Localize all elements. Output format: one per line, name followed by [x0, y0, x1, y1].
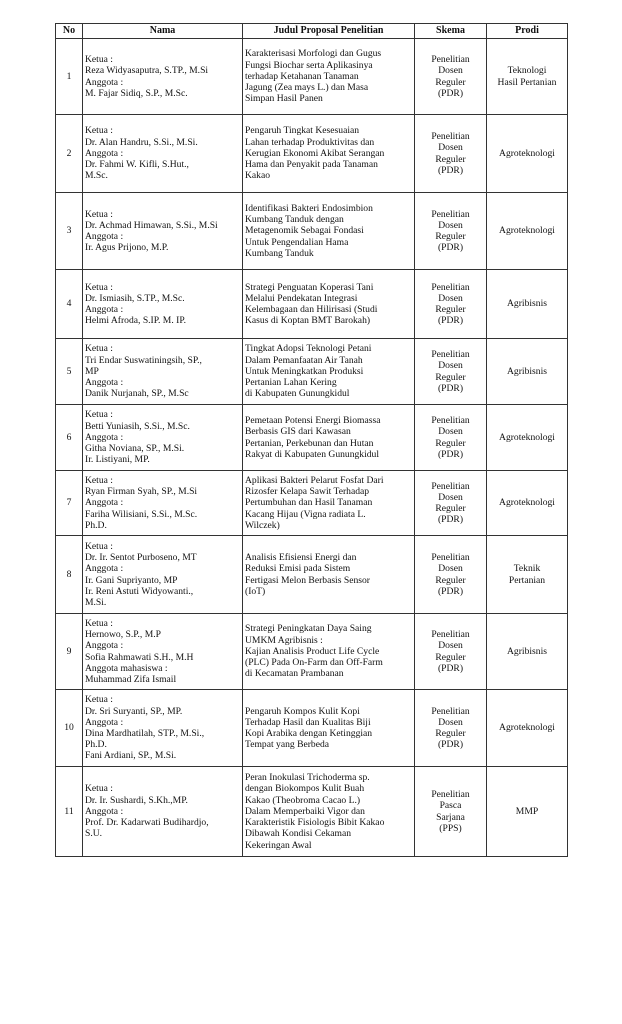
scheme-line: Penelitian	[431, 208, 470, 220]
title-line: Reduksi Emisi pada Sistem	[245, 563, 351, 575]
study-program	[487, 339, 568, 405]
program-line: Teknik	[513, 563, 541, 575]
title-line: Melalui Pendekatan Integrasi	[245, 292, 358, 304]
title-line: di Kabupaten Gunungkidul	[245, 388, 350, 400]
title-line: Rizosfer Kelapa Sawit Terhadap	[245, 486, 370, 498]
title-line: Rakyat di Kabupaten Gunungkidul	[245, 448, 380, 460]
researcher-line: Ketua :	[85, 281, 113, 293]
title-line: Untuk Pengendalian Hama	[245, 236, 349, 248]
researcher-line: Anggota :	[85, 76, 124, 88]
title-line: Kakao (Theobroma Cacao L.)	[245, 794, 361, 806]
scheme	[415, 115, 487, 193]
researcher-names	[83, 536, 243, 614]
program-line: Teknologi	[507, 65, 547, 77]
row-number: 8	[56, 536, 83, 614]
scheme-line: (PDR)	[437, 585, 464, 597]
scheme-line: Reguler	[435, 503, 466, 514]
researcher-names	[83, 39, 243, 115]
researcher-line: M.Si.	[85, 596, 107, 608]
title-line: Kekeringan Awal	[245, 839, 312, 851]
researcher-line: Hernowo, S.P., M.P	[85, 629, 161, 641]
scheme	[415, 39, 487, 115]
scheme-line: Penelitian	[431, 131, 470, 143]
researcher-line: Danik Nurjanah, SP., M.Sc	[85, 388, 189, 400]
scheme-line: (PDR)	[437, 514, 464, 526]
program-line: Pertanian	[508, 574, 546, 586]
researcher-line: Anggota mahasiswa :	[85, 662, 168, 674]
scheme-line: (PDR)	[437, 382, 464, 394]
scheme-line: Dosen	[438, 142, 463, 154]
study-program	[487, 193, 568, 270]
scheme-line: (PDR)	[437, 87, 464, 99]
scheme-line: Penelitian	[431, 789, 470, 801]
row-number: 5	[56, 339, 83, 405]
proposal-title	[243, 536, 415, 614]
researcher-line: Anggota :	[85, 805, 124, 817]
title-line: Kasus di Koptan BMT Barokah)	[245, 315, 371, 327]
title-line: Wilczek)	[245, 519, 280, 531]
program-line: Agroteknologi	[499, 431, 555, 443]
researcher-line: Ir. Reni Astuti Widyowanti.,	[85, 585, 194, 597]
title-line: Pemetaan Potensi Energi Biomassa	[245, 415, 381, 427]
proposal-title	[243, 270, 415, 339]
scheme-line: Penelitian	[431, 480, 470, 492]
researcher-line: MP	[85, 365, 99, 377]
title-line: Kacang Hijau (Vigna radiata L.	[245, 508, 366, 520]
scheme-line: (PDR)	[437, 662, 464, 674]
title-line: Dalam Memperbaiki Vigor dan	[245, 805, 365, 817]
scheme-line: Dosen	[438, 219, 463, 231]
row-number: 1	[56, 39, 83, 115]
scheme-line: Pasca	[439, 800, 462, 812]
scheme-line: Reguler	[435, 371, 466, 383]
title-line: Strategi Penguatan Koperasi Tani	[245, 281, 374, 293]
researcher-line: Dr. Ismiasih, S.TP., M.Sc.	[85, 292, 185, 304]
scheme	[415, 690, 487, 767]
table-row	[56, 39, 568, 115]
scheme-line: Dosen	[438, 640, 463, 652]
program-line: Agribisnis	[507, 365, 547, 377]
researcher-names	[83, 339, 243, 405]
row-number: 10	[56, 690, 83, 767]
study-program	[487, 270, 568, 339]
proposal-title	[243, 193, 415, 270]
title-line: Karakterisasi Morfologi dan Gugus	[245, 48, 382, 60]
title-line: Strategi Peningkatan Daya Saing	[245, 623, 372, 635]
study-program	[487, 115, 568, 193]
program-line: Agroteknologi	[499, 722, 555, 734]
title-line: Kajian Analisis Product Life Cycle	[245, 645, 380, 657]
scheme-line: Penelitian	[431, 415, 470, 427]
title-line: Pertanian, Perkebunan dan Hutan	[245, 437, 374, 449]
scheme-line: (PDR)	[437, 315, 464, 327]
study-program	[487, 690, 568, 767]
study-program	[487, 536, 568, 614]
program-line: Agroteknologi	[499, 147, 555, 159]
scheme	[415, 767, 487, 857]
row-number: 9	[56, 614, 83, 690]
researcher-line: Dr. Achmad Himawan, S.Si., M.Si	[85, 219, 218, 231]
researcher-line: Anggota :	[85, 147, 124, 159]
title-line: UMKM Agribisnis :	[245, 634, 323, 646]
researcher-line: Githa Noviana, SP., M.Si.	[85, 443, 185, 455]
row-number: 3	[56, 193, 83, 270]
researcher-line: S.U.	[85, 828, 103, 840]
researcher-names	[83, 270, 243, 339]
header-nama: Nama	[83, 24, 243, 39]
researcher-names	[83, 614, 243, 690]
title-line: Kopi Arabika dengan Ketinggian	[245, 728, 373, 739]
study-program	[487, 405, 568, 471]
study-program	[487, 39, 568, 115]
title-line: Tempat yang Berbeda	[245, 739, 330, 751]
title-line: dengan Biokompos Kulit Buah	[245, 783, 365, 795]
scheme	[415, 193, 487, 270]
proposal-title	[243, 614, 415, 690]
scheme-line: Dosen	[438, 716, 463, 728]
table-row	[56, 115, 568, 193]
row-number: 4	[56, 270, 83, 339]
proposal-title	[243, 339, 415, 405]
proposal-title	[243, 405, 415, 471]
proposal-title	[243, 39, 415, 115]
table-row	[56, 536, 568, 614]
researcher-line: Ketua :	[85, 409, 113, 421]
study-program	[487, 471, 568, 536]
scheme-line: (PPS)	[439, 822, 462, 834]
scheme	[415, 536, 487, 614]
header-prodi: Prodi	[487, 24, 568, 39]
scheme-line: (PDR)	[437, 448, 464, 460]
researcher-line: Ketua :	[85, 617, 113, 629]
researcher-line: Reza Widyasaputra, S.TP., M.Si	[85, 65, 209, 77]
researcher-line: M. Fajar Sidiq, S.P., M.Sc.	[85, 87, 188, 99]
researcher-line: Tri Endar Suswatiningsih, SP.,	[85, 354, 202, 366]
researcher-line: Ryan Firman Syah, SP., M.Si	[85, 486, 198, 498]
table-row	[56, 614, 568, 690]
row-number: 7	[56, 471, 83, 536]
program-line: Agribisnis	[507, 298, 547, 310]
researcher-names	[83, 690, 243, 767]
title-line: Fungsi Biochar serta Aplikasinya	[245, 59, 373, 71]
scheme-line: Penelitian	[431, 705, 470, 717]
table-row	[56, 339, 568, 405]
scheme-line: Penelitian	[431, 629, 470, 641]
researcher-line: Ketua :	[85, 474, 113, 486]
title-line: Lahan terhadap Produktivitas dan	[245, 136, 375, 148]
researcher-line: Ketua :	[85, 125, 113, 137]
title-line: Dalam Pemanfaatan Air Tanah	[245, 354, 363, 366]
title-line: di Kecamatan Prambanan	[245, 668, 344, 680]
researcher-line: Anggota :	[85, 497, 124, 509]
table-body	[56, 39, 568, 857]
title-line: Tingkat Adopsi Teknologi Petani	[245, 343, 372, 355]
scheme	[415, 405, 487, 471]
study-program	[487, 767, 568, 857]
scheme-line: (PDR)	[437, 242, 464, 254]
title-line: Kumbang Tanduk dengan	[245, 214, 344, 226]
title-line: Pengaruh Tingkat Kesesuaian	[245, 125, 360, 137]
program-line: Hasil Pertanian	[497, 76, 557, 88]
researcher-line: Prof. Dr. Kadarwati Budihardjo,	[85, 817, 209, 829]
scheme	[415, 614, 487, 690]
scheme-line: Dosen	[438, 563, 463, 575]
researcher-line: Dr. Ir. Sushardi, S.Kh.,MP.	[85, 794, 188, 806]
scheme-line: Reguler	[435, 728, 466, 739]
researcher-line: Muhammad Zifa Ismail	[85, 673, 177, 685]
title-line: Peran Inokulasi Trichoderma sp.	[245, 772, 370, 784]
title-line: Kumbang Tanduk	[245, 247, 314, 259]
scheme-line: Reguler	[435, 574, 466, 586]
proposal-title	[243, 471, 415, 536]
researcher-line: Ketua :	[85, 208, 113, 220]
researcher-line: Anggota :	[85, 640, 124, 652]
scheme-line: Dosen	[438, 426, 463, 438]
title-line: Analisis Efisiensi Energi dan	[245, 552, 357, 564]
scheme-line: Dosen	[438, 491, 463, 503]
scheme-line: Penelitian	[431, 552, 470, 564]
title-line: Terhadap Hasil dan Kualitas Biji	[245, 716, 371, 728]
study-program	[487, 614, 568, 690]
program-line: Agribisnis	[507, 645, 547, 657]
scheme	[415, 471, 487, 536]
proposal-title	[243, 690, 415, 767]
researcher-line: Dr. Sri Suryanti, SP., MP.	[85, 705, 183, 717]
program-line: MMP	[515, 805, 539, 817]
program-line: Agroteknologi	[499, 225, 555, 237]
scheme	[415, 339, 487, 405]
researcher-line: Dr. Ir. Sentot Purboseno, MT	[85, 552, 197, 564]
researcher-line: Ir. Listiyani, MP.	[85, 454, 150, 466]
researcher-line: M.Sc.	[85, 170, 108, 182]
table-row	[56, 690, 568, 767]
table-header-row	[56, 24, 568, 39]
scheme-line: Reguler	[435, 651, 466, 663]
title-line: Simpan Hasil Panen	[245, 93, 323, 105]
scheme-line: Dosen	[438, 292, 463, 304]
scheme-line: Penelitian	[431, 54, 470, 66]
scheme-line: Reguler	[435, 76, 466, 88]
scheme	[415, 270, 487, 339]
title-line: terhadap Ketahanan Tanaman	[245, 70, 359, 82]
scheme-line: (PDR)	[437, 164, 464, 176]
scheme-line: Penelitian	[431, 349, 470, 361]
title-line: Hama dan Penyakit pada Tanaman	[245, 159, 378, 171]
researcher-line: Ketua :	[85, 343, 113, 355]
row-number: 2	[56, 115, 83, 193]
title-line: Kakao	[245, 170, 271, 182]
program-line: Agroteknologi	[499, 497, 555, 509]
researcher-line: Anggota :	[85, 716, 124, 728]
scheme-line: Sarjana	[436, 811, 465, 823]
row-number: 11	[56, 767, 83, 857]
researcher-names	[83, 115, 243, 193]
researcher-names	[83, 193, 243, 270]
row-number: 6	[56, 405, 83, 471]
table-row	[56, 270, 568, 339]
table-row	[56, 767, 568, 857]
researcher-line: Ketua :	[85, 540, 113, 552]
table-row	[56, 405, 568, 471]
scheme-line: Dosen	[438, 360, 463, 372]
researcher-line: Fariha Wilisiani, S.Si., M.Sc.	[85, 508, 198, 520]
research-proposal-table	[55, 23, 568, 857]
researcher-line: Sofia Rahmawati S.H., M.H	[85, 651, 194, 663]
researcher-names	[83, 767, 243, 857]
scheme-line: Reguler	[435, 153, 466, 165]
researcher-line: Ketua :	[85, 54, 113, 66]
table-row	[56, 471, 568, 536]
scheme-line: Penelitian	[431, 281, 470, 293]
researcher-line: Ketua :	[85, 694, 113, 706]
title-line: Karakteristik Fisiologis Bibit Kakao	[245, 817, 385, 829]
researcher-line: Anggota :	[85, 304, 124, 315]
researcher-line: Helmi Afroda, S.IP. M. IP.	[85, 315, 187, 327]
header-judul: Judul Proposal Penelitian	[243, 24, 415, 39]
title-line: Berbasis GIS dari Kawasan	[245, 426, 351, 438]
title-line: Dibawah Kondisi Cekaman	[245, 828, 352, 840]
scheme-line: (PDR)	[437, 739, 464, 751]
scheme-line: Dosen	[438, 65, 463, 77]
researcher-line: Fani Ardiani, SP., M.Si.	[85, 750, 177, 762]
proposal-title	[243, 767, 415, 857]
title-line: Metagenomik Sebagai Fondasi	[245, 225, 364, 237]
scheme-line: Reguler	[435, 304, 466, 315]
proposal-title	[243, 115, 415, 193]
header-no: No	[56, 24, 83, 39]
researcher-line: Ketua :	[85, 783, 113, 795]
researcher-names	[83, 405, 243, 471]
title-line: Jagung (Zea mays L.) dan Masa	[245, 82, 369, 94]
title-line: Kelembagaan dan Hilirisasi (Studi	[245, 304, 378, 315]
header-skema: Skema	[415, 24, 487, 39]
title-line: Identifikasi Bakteri Endosimbion	[245, 202, 373, 214]
scheme-line: Reguler	[435, 437, 466, 449]
title-line: Fertigasi Melon Berbasis Sensor	[245, 574, 370, 586]
title-line: Pengaruh Kompos Kulit Kopi	[245, 705, 360, 717]
researcher-line: Anggota :	[85, 377, 124, 389]
researcher-line: Ir. Agus Prijono, M.P.	[85, 242, 169, 254]
title-line: Pertanian Lahan Kering	[245, 377, 337, 389]
title-line: (PLC) Pada On-Farm dan Off-Farm	[245, 657, 383, 669]
researcher-line: Anggota :	[85, 431, 124, 443]
title-line: Untuk Meningkatkan Produksi	[245, 365, 364, 377]
title-line: Kerugian Ekonomi Akibat Serangan	[245, 147, 385, 159]
researcher-line: Ph.D.	[85, 519, 107, 531]
researcher-line: Dr. Fahmi W. Kifli, S.Hut.,	[85, 159, 189, 171]
table-row	[56, 193, 568, 270]
researcher-line: Ph.D.	[85, 739, 107, 751]
title-line: (IoT)	[245, 585, 266, 597]
researcher-line: Anggota :	[85, 563, 124, 575]
researcher-line: Dr. Alan Handru, S.Si., M.Si.	[85, 136, 198, 148]
scheme-line: Reguler	[435, 231, 466, 242]
title-line: Aplikasi Bakteri Pelarut Fosfat Dari	[245, 474, 384, 486]
researcher-names	[83, 471, 243, 536]
researcher-line: Dina Mardhatilah, STP., M.Si.,	[85, 728, 205, 739]
researcher-line: Anggota :	[85, 231, 124, 242]
title-line: Pertumbuhan dan Hasil Tanaman	[245, 497, 373, 509]
researcher-line: Ir. Gani Supriyanto, MP	[85, 574, 178, 586]
researcher-line: Betti Yuniasih, S.Si., M.Sc.	[85, 420, 190, 432]
